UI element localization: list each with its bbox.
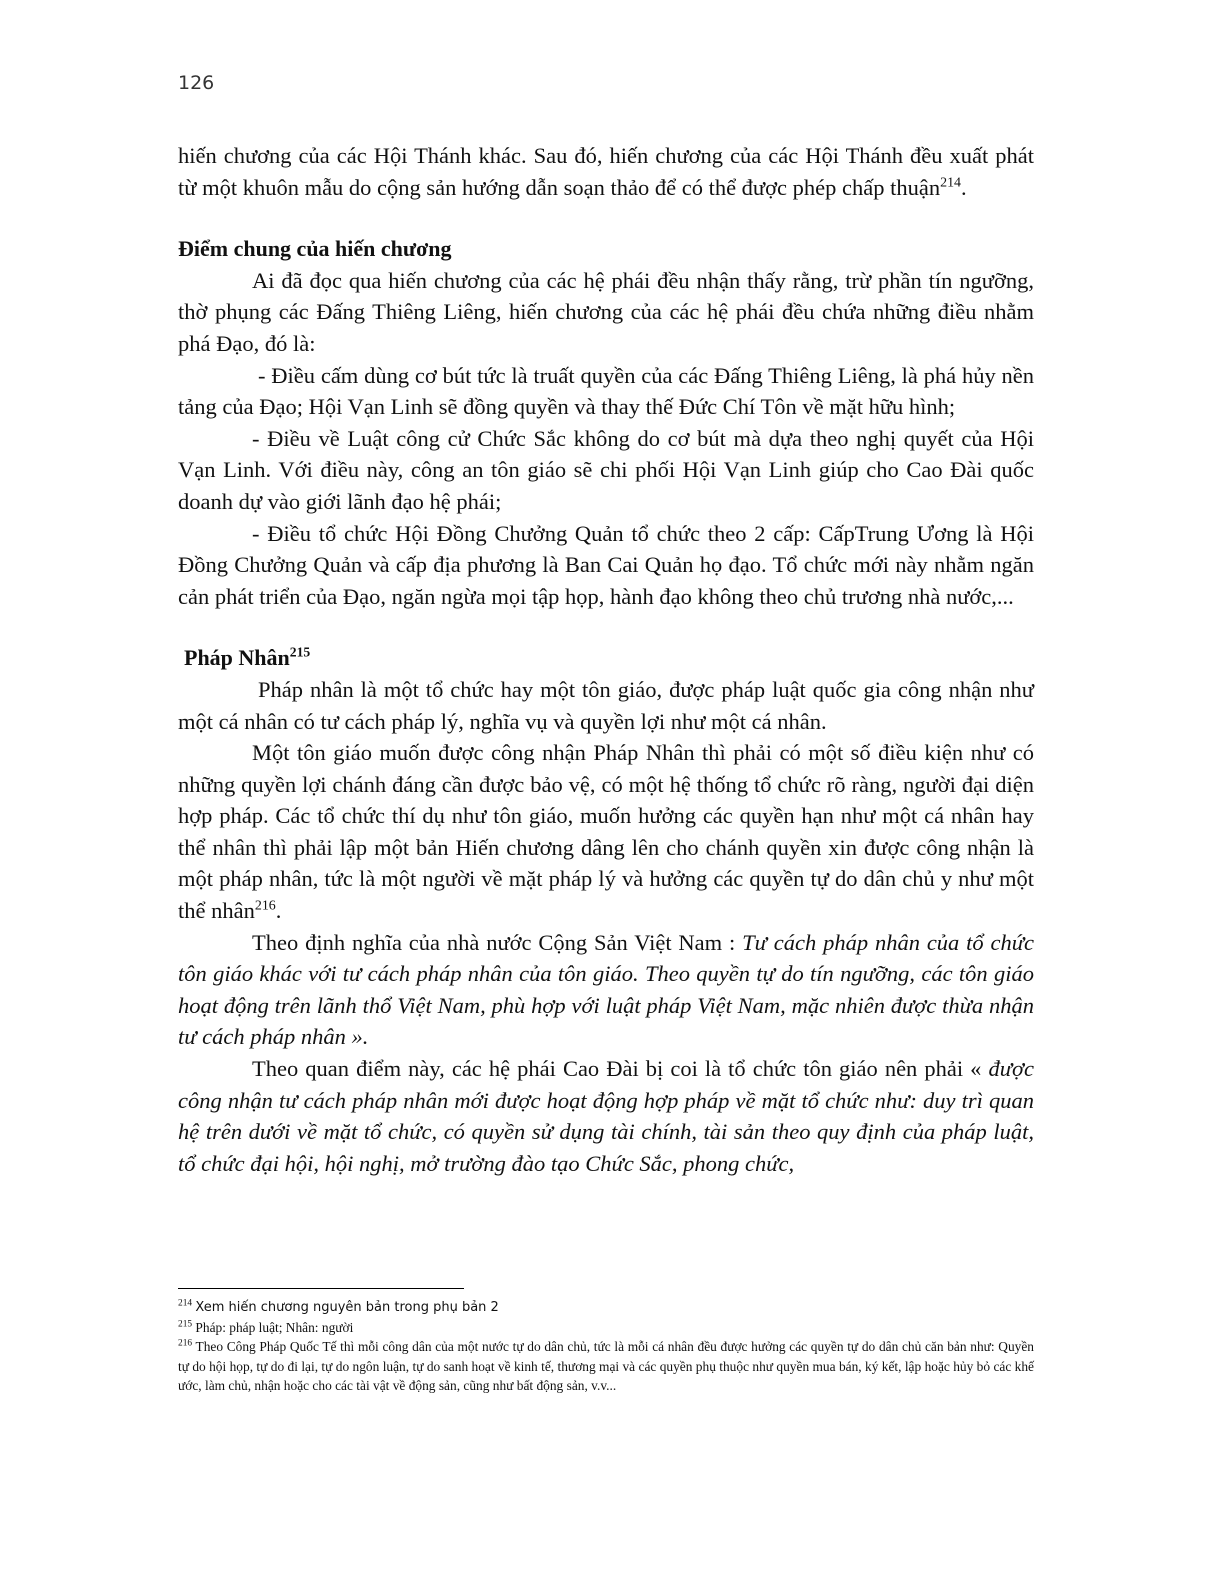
paragraph-3: - Điều cấm dùng cơ bút tức là truất quyền của các Đấng Thiêng Liêng, là phá hủy nền tảng của Đạo; Hội Vạn Linh sẽ đồng quyền và thay thế Đức Chí Tôn về mặt hữu hình; [178,362,1034,420]
footnote-number: 215 [178,1319,193,1330]
italic-quote: được công nhận tư cách pháp nhân mới được hoạt động hợp pháp về mặt tổ chức như: duy trì quan hệ trên dưới về mặt tổ chức, có quyền sử dụng tài chính, tài sản theo quy định của pháp luật, tổ chức đại hội, hội nghị, mở trường đào tạo Chức Sắc, phong chức, [178,1056,1034,1176]
paragraph-1 [178,140,1034,203]
heading-text: Pháp Nhân [184,645,290,671]
section-heading-legal-entity [178,642,1034,674]
paragraph-intro: Theo quan điểm này, các hệ phái Cao Đài bị coi là tổ chức tôn giáo nên phải « [252,1056,989,1082]
footnote-text: Theo Công Pháp Quốc Tế thì mỗi công dân của một nước tự do dân chủ, tức là mỗi cá nhân đều được hưởng các quyền tự do dân chủ căn bản như: Quyền tự do hội họp, tự do đi lại, tự do ngôn luận, tự do sanh hoạt về kinh tế, thương mại và các quyền phụ thuộc như quyền mua bán, ký kết, lập hoặc hủy bỏ các khế ước, làm chủ, nhận hoặc cho các tài vật về động sản, cũng như bất động sản, v.v... [178,1339,1035,1394]
footnote-text: Xem hiến chương nguyên bản trong phụ bản 2 [195,1300,499,1315]
footnote-number: 214 [178,1298,193,1309]
footnote-divider [178,1288,464,1289]
page-number: 126 [178,72,215,94]
page-body [178,140,1034,1179]
section-heading-common-points: Điểm chung của hiến chương [178,236,452,262]
footnote-ref-215[interactable]: 215 [289,644,311,660]
paragraph-tail: . [275,898,282,924]
footnote-text: Pháp: pháp luật; Nhân: người [195,1319,354,1335]
footnote-216 [178,1337,1034,1396]
footnote-215 [178,1318,1034,1338]
paragraph-8 [178,927,1034,1053]
footnotes [178,1297,1034,1396]
paragraph-4: - Điều về Luật công cử Chức Sắc không do cơ bút mà dựa theo nghị quyết của Hội Vạn Linh. Với điều này, công an tôn giáo sẽ chi phối Hội Vạn Linh giúp cho Cao Đài quốc doanh dự vào giới lãnh đạo hệ phái; [178,425,1034,514]
paragraph-6: Pháp nhân là một tổ chức hay một tôn giáo, được pháp luật quốc gia công nhận như một cá nhân có tư cách pháp lý, nghĩa vụ và quyền lợi như một cá nhân. [178,676,1034,734]
paragraph-5: - Điều tổ chức Hội Đồng Chưởng Quản tổ chức theo 2 cấp: CấpTrung Ương là Hội Đồng Chưởng Quản và cấp địa phương là Ban Cai Quản họ đạo. Tổ chức mới này nhằm ngăn cản phát triển của Đạo, ngăn ngừa mọi tập họp, hành đạo không theo chủ trương nhà nước,... [178,520,1034,609]
paragraph-tail: . [961,174,967,200]
paragraph-text: Một tôn giáo muốn được công nhận Pháp Nhân thì phải có một số điều kiện như có những quyền lợi chánh đáng cần được bảo vệ, có một hệ thống tổ chức rõ ràng, người đại diện hợp pháp. Các tổ chức thí dụ như tôn giáo, muốn hưởng các quyền hạn như một cá nhân hay thể nhân thì phải lập một bản Hiến chương dâng lên cho chánh quyền xin được công nhận là một pháp nhân, tức là một người về mặt pháp lý và hưởng các quyền tự do dân chủ y như một thể nhân [178,740,1034,924]
paragraph-intro: Theo định nghĩa của nhà nước Cộng Sản Việt Nam : [252,929,743,955]
footnote-ref-214[interactable]: 214 [940,175,961,191]
paragraph-2: Ai đã đọc qua hiến chương của các hệ phái đều nhận thấy rằng, trừ phần tín ngưỡng, thờ phụng các Đấng Thiêng Liêng, hiến chương của các hệ phái đều chứa những điều nhằm phá Đạo, đó là: [178,267,1034,356]
paragraph-9 [178,1053,1034,1179]
footnote-number: 216 [178,1338,193,1349]
paragraph-text: hiến chương của các Hội Thánh khác. Sau đó, hiến chương của các Hội Thánh đều xuất phát từ một khuôn mẫu do cộng sản hướng dẫn soạn thảo để có thể được phép chấp thuận [178,143,1034,200]
footnote-214 [178,1297,1034,1318]
italic-quote: Tư cách pháp nhân của tổ chức tôn giáo khác với tư cách pháp nhân của tôn giáo. Theo quyền tự do tín ngưỡng, các tôn giáo hoạt động trên lãnh thổ Việt Nam, phù hợp với luật pháp Việt Nam, mặc nhiên được thừa nhận tư cách pháp nhân ». [178,929,1035,1050]
paragraph-7 [178,737,1034,927]
footnote-ref-216[interactable]: 216 [254,898,276,914]
